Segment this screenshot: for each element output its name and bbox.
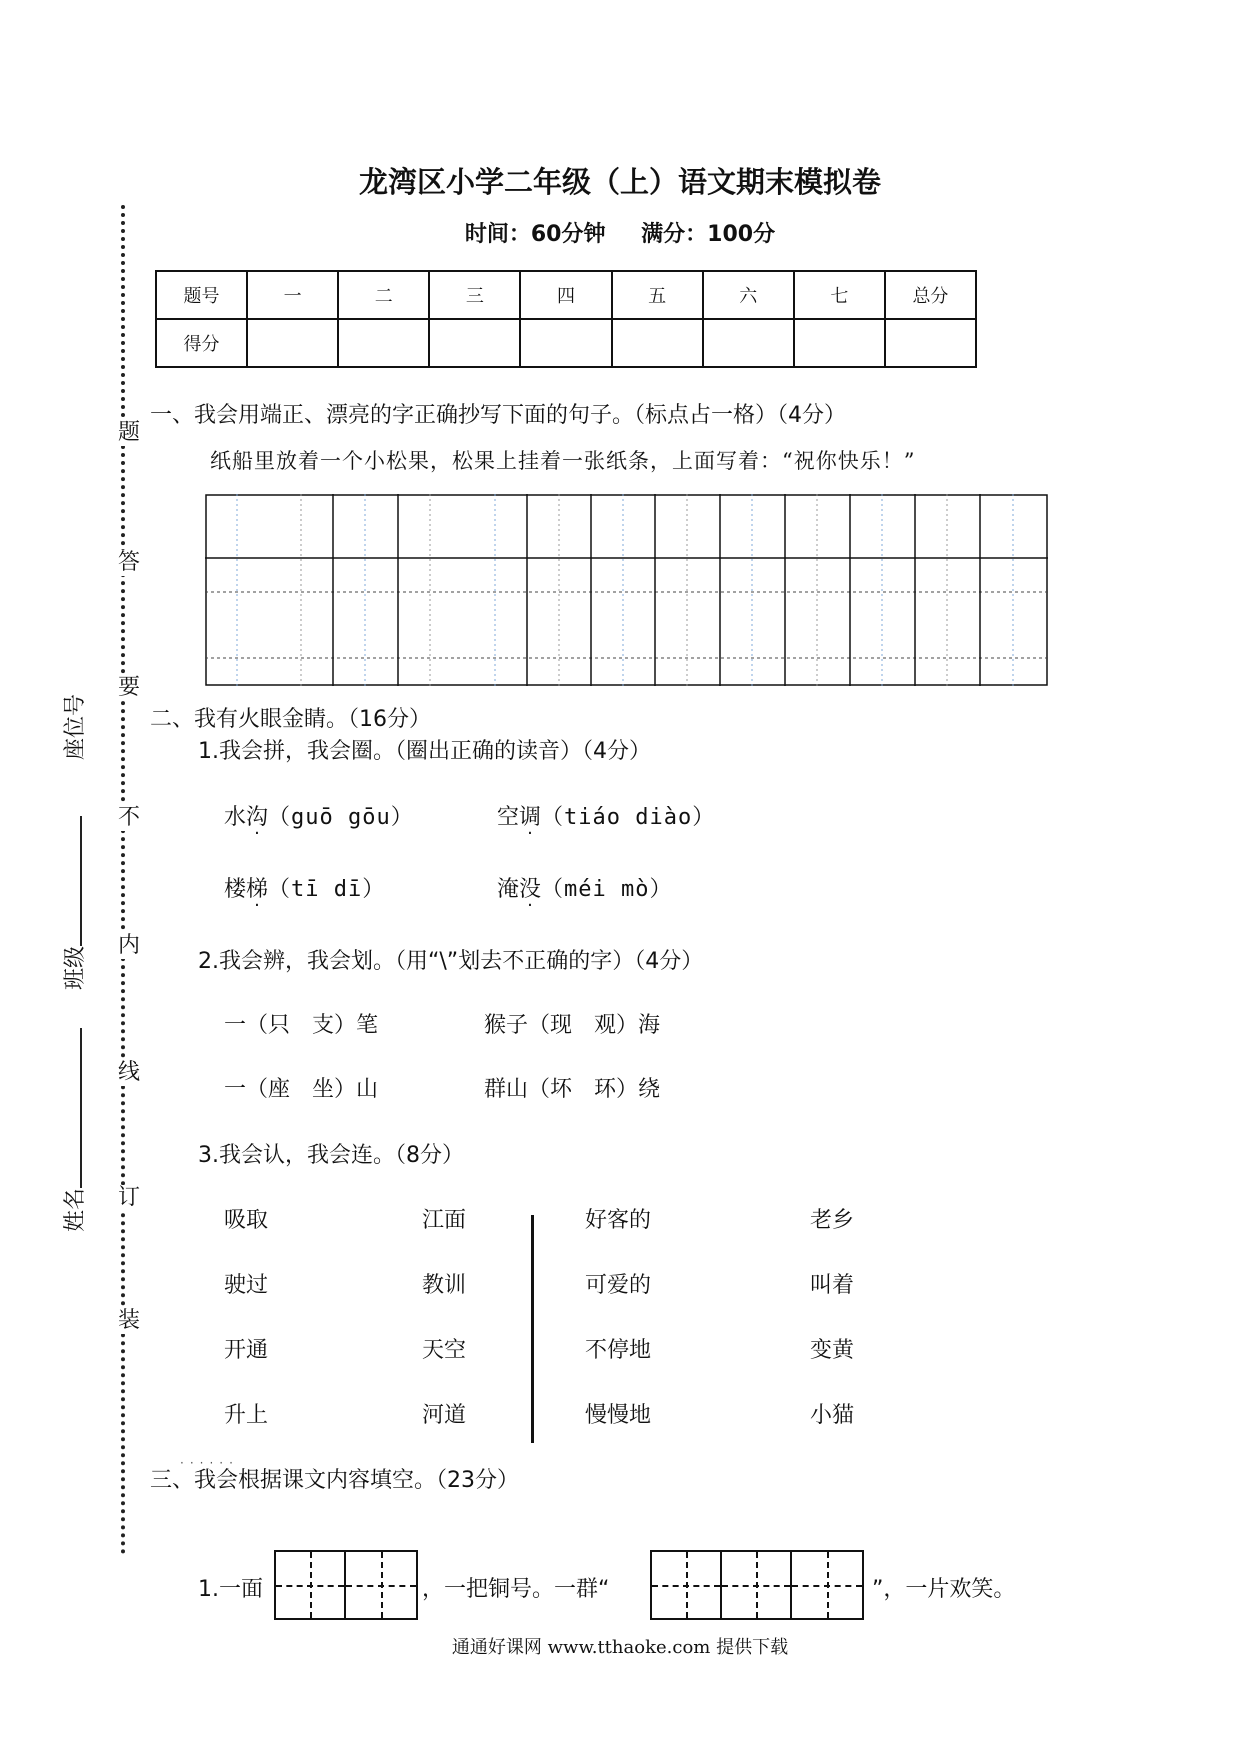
- exam-meta: [0, 217, 1240, 248]
- q1-prompt: 1.我会拼，我会圈。（圈出正确的读音）（4分）: [198, 739, 651, 764]
- score-cell[interactable]: [703, 319, 794, 367]
- score-header-cell: 二: [338, 271, 429, 319]
- seat-number-field: [58, 694, 89, 760]
- margin-warning-char: 题: [117, 420, 140, 445]
- pinyin-item-char: 水: [224, 805, 247, 830]
- exam-title: 龙湾区小学二年级（上）语文期末模拟卷: [358, 165, 881, 199]
- binding-dotted-line: [121, 205, 125, 1555]
- match-divider: [531, 1215, 534, 1443]
- score-cell[interactable]: [794, 319, 885, 367]
- page-footer: 通通好课网 www.tthaoke.com 提供下载: [451, 1637, 789, 1658]
- fill-in-boxes-1[interactable]: [274, 1550, 418, 1620]
- writing-grid[interactable]: [205, 494, 1048, 686]
- fill-suffix: ”，一片欢笑。: [872, 1577, 1016, 1602]
- pinyin-options[interactable]: （tī dī）: [268, 877, 386, 902]
- fill-in-boxes-2[interactable]: [650, 1550, 864, 1620]
- match-word[interactable]: 驶过: [224, 1273, 269, 1298]
- score-table-row: [156, 319, 976, 367]
- score-cell[interactable]: [338, 319, 429, 367]
- match-word[interactable]: 天空: [422, 1338, 467, 1363]
- section2-heading: 二、我有火眼金睛。（16分）: [150, 707, 431, 732]
- score-header-cell: 七: [794, 271, 885, 319]
- match-word[interactable]: 教训: [422, 1273, 467, 1298]
- exam-full-score: 满分：100分: [641, 222, 776, 247]
- fill-cell[interactable]: [792, 1552, 862, 1618]
- class-label: 班级: [63, 945, 88, 990]
- margin-warning-char: 不: [117, 805, 140, 830]
- class-blank[interactable]: [80, 816, 82, 946]
- writing-grid-lines: [205, 494, 1048, 686]
- margin-warning-char: 装: [117, 1308, 140, 1333]
- score-cell[interactable]: [520, 319, 611, 367]
- score-row-label: 得分: [156, 319, 247, 367]
- decorative-dots: ······: [180, 1456, 239, 1470]
- match-word[interactable]: 河道: [422, 1403, 467, 1428]
- score-table: [155, 270, 977, 368]
- pinyin-options[interactable]: （guō gōu）: [268, 805, 414, 830]
- match-word[interactable]: 不停地: [585, 1338, 652, 1363]
- margin-warning-char: 订: [117, 1185, 140, 1210]
- pinyin-item-marked-char: 没: [519, 877, 542, 902]
- margin-warning-char: 答: [117, 550, 140, 575]
- pinyin-item-marked-char: 调: [519, 805, 542, 830]
- exam-time: 时间：60分钟: [464, 222, 606, 247]
- fill-prefix: 1.一面: [198, 1577, 263, 1602]
- match-word[interactable]: 慢慢地: [585, 1403, 652, 1428]
- match-word[interactable]: 开通: [224, 1338, 269, 1363]
- q3-prompt: 3.我会认，我会连。（8分）: [198, 1143, 464, 1168]
- char-choice-item[interactable]: 群山（坏 环）绕: [484, 1077, 661, 1102]
- margin-warning-char: 内: [117, 933, 140, 958]
- score-cell[interactable]: [612, 319, 703, 367]
- score-cell[interactable]: [247, 319, 338, 367]
- pinyin-item-char: 空: [497, 805, 520, 830]
- match-word[interactable]: 小猫: [810, 1403, 855, 1428]
- score-cell[interactable]: [429, 319, 520, 367]
- pinyin-item[interactable]: [224, 872, 385, 903]
- match-word[interactable]: 可爱的: [585, 1273, 652, 1298]
- score-cell[interactable]: [885, 319, 976, 367]
- fill-cell[interactable]: [722, 1552, 792, 1618]
- fill-cell[interactable]: [276, 1552, 346, 1618]
- pinyin-item-marked-char: 梯: [246, 877, 269, 902]
- pinyin-item[interactable]: [497, 800, 715, 831]
- char-choice-item[interactable]: 一（座 坐）山: [224, 1077, 379, 1102]
- score-header-cell: 三: [429, 271, 520, 319]
- pinyin-options[interactable]: （méi mò）: [541, 877, 673, 902]
- pinyin-item-marked-char: 沟: [246, 805, 269, 830]
- name-label: 姓名: [63, 1187, 88, 1232]
- fill-middle: ，一把铜号。一群“: [422, 1577, 610, 1602]
- section1-heading: 一、我会用端正、漂亮的字正确抄写下面的句子。（标点占一格）（4分）: [150, 403, 846, 428]
- score-header-cell: 五: [612, 271, 703, 319]
- margin-warning-char: 要: [117, 675, 140, 700]
- pinyin-item[interactable]: [224, 800, 414, 831]
- score-header-cell: 四: [520, 271, 611, 319]
- pinyin-item-char: 淹: [497, 877, 520, 902]
- match-word[interactable]: 好客的: [585, 1208, 652, 1233]
- match-word[interactable]: 叫着: [810, 1273, 855, 1298]
- match-word[interactable]: 变黄: [810, 1338, 855, 1363]
- name-blank[interactable]: [80, 1028, 82, 1188]
- score-header-cell: 题号: [156, 271, 247, 319]
- class-field[interactable]: [58, 816, 89, 990]
- match-word[interactable]: 江面: [422, 1208, 467, 1233]
- q2-prompt: 2.我会辨，我会划。（用“\”划去不正确的字）（4分）: [198, 949, 704, 974]
- fill-cell[interactable]: [346, 1552, 416, 1618]
- match-word[interactable]: 老乡: [810, 1208, 855, 1233]
- match-word[interactable]: 吸取: [224, 1208, 269, 1233]
- section3-heading: 三、我会根据课文内容填空。（23分）: [150, 1468, 519, 1493]
- pinyin-item-char: 楼: [224, 877, 247, 902]
- pinyin-item[interactable]: [497, 872, 673, 903]
- match-word[interactable]: 升上: [224, 1403, 269, 1428]
- char-choice-item[interactable]: 猴子（现 观）海: [484, 1013, 661, 1038]
- score-header-cell: 六: [703, 271, 794, 319]
- char-choice-item[interactable]: 一（只 支）笔: [224, 1013, 379, 1038]
- seat-number-label: 座位号: [63, 693, 88, 760]
- name-field[interactable]: [58, 1028, 89, 1232]
- score-header-cell: 一: [247, 271, 338, 319]
- copy-sentence: 纸船里放着一个小松果，松果上挂着一张纸条，上面写着：“祝你快乐！”: [210, 449, 916, 473]
- score-header-cell: 总分: [885, 271, 976, 319]
- margin-warning-char: 线: [117, 1060, 140, 1085]
- score-table-header: [156, 271, 976, 319]
- fill-cell[interactable]: [652, 1552, 722, 1618]
- pinyin-options[interactable]: （tiáo diào）: [541, 805, 716, 830]
